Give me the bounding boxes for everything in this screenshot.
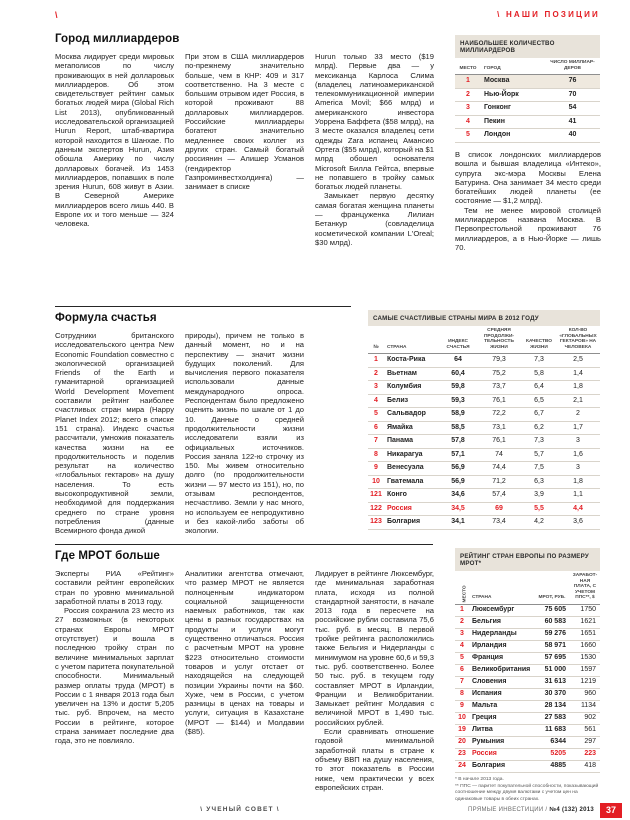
table-minwage <box>455 548 600 804</box>
table-row <box>455 628 600 640</box>
table-cell: 41 <box>545 115 600 129</box>
table-cell: 56,9 <box>440 462 476 476</box>
table-cell: 69 <box>476 502 522 516</box>
article-title-happiness: Формула счастья <box>55 312 157 324</box>
column-header: КАЧЕСТВО ЖИЗНИ <box>522 326 556 354</box>
table-cell: Россия <box>469 748 534 760</box>
table-cell: 28 134 <box>534 700 570 712</box>
minwage-column-2 <box>185 569 304 736</box>
paragraph: Hurun только 33 место ($19 млрд). Первые два — у мексиканца Карлоса Слима (владелец латиноамериканской телекоммуникационной империи America Movil; $66 млрд) и американского инвестора Уоррена Баффета ($58 млрд), на 3 месте оказался владелец сети одежды Zara испанец Амансио Ортега ($55 млрд), который на $1 млрд обошел основателя Microsoft Билла Гейтса, впервые не попавшего в тройку самых богатых людей планеты. <box>315 52 434 192</box>
table-row <box>368 462 600 476</box>
table-cell: 7,3 <box>522 435 556 449</box>
table-row <box>455 736 600 748</box>
table-cell: 57,4 <box>476 489 522 503</box>
table-cell: 7,5 <box>522 462 556 476</box>
table-cell: 59,3 <box>440 394 476 408</box>
table-cell: 6,3 <box>522 475 556 489</box>
paragraph: Замыкает первую десятку самая богатая женщина планеты — француженка Лилиан Бетанкур (совладелица косметической компании L'Oreal; $30 млрд). <box>315 191 434 247</box>
table-cell: 561 <box>570 724 600 736</box>
table-cell: 76,1 <box>476 435 522 449</box>
table-billionaires <box>455 35 600 143</box>
table-cell: 20 <box>455 736 469 748</box>
table-row <box>455 129 600 143</box>
data-table <box>455 58 600 143</box>
table-cell: 71,2 <box>476 475 522 489</box>
table-cell: 40 <box>545 129 600 143</box>
table-cell: Москва <box>481 75 545 89</box>
paragraph: Эксперты РИА «Рейтинг» составили рейтинг европейских стран по уровню минимальной заработной платы в 2013 году. <box>55 569 174 606</box>
data-table <box>368 326 600 530</box>
table-footnotes <box>455 777 600 803</box>
table-row <box>455 700 600 712</box>
table-cell: 76,1 <box>476 394 522 408</box>
table-cell: Россия <box>384 502 440 516</box>
table-cell: 9 <box>368 462 384 476</box>
table-row <box>455 102 600 116</box>
table-cell: 2,5 <box>556 354 600 368</box>
billionaires-column-2 <box>185 52 304 191</box>
table-cell: 27 583 <box>534 712 570 724</box>
table-cell: Белиз <box>384 394 440 408</box>
table-cell: 1,8 <box>556 475 600 489</box>
table-cell: Нью-Йорк <box>481 88 545 102</box>
table-cell: 3 <box>455 628 469 640</box>
table-row <box>368 502 600 516</box>
table-cell: 418 <box>570 760 600 772</box>
data-table <box>455 571 600 773</box>
table-row <box>455 75 600 89</box>
paragraph: При этом в США миллиардеров по-прежнему значительно больше, чем в КНР: 409 и 317 соответственно. На 3 месте с большим отрывом идет Россия, в которой проживают 88 долларовых миллиардеров. Российские миллиардеры богатеют значительно медленнее своих коллег из других стран. Самый богатый россиянин — Алишер Усманов (гендиректор Газпроминвестхолдинга) — занимает в списке <box>185 52 304 192</box>
table-row <box>368 408 600 422</box>
table-cell: Никарагуа <box>384 448 440 462</box>
table-cell: 5205 <box>534 748 570 760</box>
table-cell: Бельгия <box>469 616 534 628</box>
table-row <box>455 616 600 628</box>
table-cell: 4,2 <box>522 516 556 530</box>
corner-slash-mark: \ <box>55 10 58 20</box>
table-cell: 123 <box>368 516 384 530</box>
table-row <box>455 712 600 724</box>
table-header-row <box>455 571 600 604</box>
column-header: КОЛ-ВО «ГЛОБАЛЬНЫХ ГЕКТАРОВ» НА ЧЕЛОВЕКА <box>556 326 600 354</box>
table-cell: 56,9 <box>440 475 476 489</box>
table-happiest-countries <box>368 310 600 530</box>
minwage-column-3 <box>315 569 434 792</box>
table-cell: Ирландия <box>469 640 534 652</box>
table-cell: Франция <box>469 652 534 664</box>
paragraph: В список лондонских миллиардеров вошла и бывшая владелица «Интеко», супруга экс-мэра Москвы Елена Батурина. Она занимает 34 место среди богатейших людей планеты (ее состояние — $1,2 млрд). <box>455 150 601 206</box>
paragraph: ** ППС — паритет покупательной способности, показывающий соотношение между двумя валютами с учетом цен на одинаковые товары в обеих странах. <box>455 784 599 802</box>
table-cell: 5 <box>368 408 384 422</box>
section-divider <box>55 544 433 545</box>
table-row <box>455 640 600 652</box>
table-cell: 59 276 <box>534 628 570 640</box>
table-cell: 3,6 <box>556 516 600 530</box>
table-cell: 297 <box>570 736 600 748</box>
footer-section-label: \ УЧЕНЫЙ СОВЕТ \ <box>200 806 280 813</box>
table-row <box>455 760 600 772</box>
table-cell: 2 <box>556 408 600 422</box>
column-header: МЕСТО <box>455 58 481 75</box>
table-row <box>368 367 600 381</box>
table-row <box>455 664 600 676</box>
table-row <box>455 688 600 700</box>
paragraph: Сотрудники британского исследовательского центра New Economic Foundation совместно с экологической организацией Friends of the Earth и гуманитарной организацией World Development Movement составили рейтинг наиболее счастливых стран мира (Happy Planet Index 2012; всего в списке 151 страна). Индекс счастья рассчитали, умножив показатель качества жизни на ее продолжительность и поделив результат на количество «глобальных гектаров» на душу населения. То есть высокопродуктивной земли, необходимой для поддержания среднего по стране уровня потребления (данные Всемирного фонда дикой <box>55 331 174 536</box>
paragraph: Россия сохранила 23 место из 27 возможных (в некоторых странах Европы МРОТ отсутствует) и вошла в последнюю тройку стран по величине минимальных зарплат с учетом паритета покупательной способности. Минимальный размер оплаты труда (МРОТ) в России с 1 января 2013 года был увеличен на 13% и достиг 5,205 тыс. руб. Впрочем, на место России в рейтинге, которое страна занимает последние два года, это не повлияло. <box>55 606 174 746</box>
table-row <box>455 652 600 664</box>
table-cell: Литва <box>469 724 534 736</box>
table-cell: 1219 <box>570 676 600 688</box>
table-cell: 24 <box>455 760 469 772</box>
table-cell: 6 <box>368 421 384 435</box>
table-cell: 3 <box>368 381 384 395</box>
column-header: ГОРОД <box>481 58 545 75</box>
table-title: НАИБОЛЬШЕЕ КОЛИЧЕСТВО МИЛЛИАРДЕРОВ <box>455 35 600 58</box>
paragraph: природы), причем не только в данный момент, но и на перспективу — значит жизни будущих поколений. Для вычисления первого показателя использовали данные международного опроса. Респондентам было предложено оценить жизнь по шкале от 1 до 10. Данные о средней продолжительности жизни исследователи взяли из официальных источников. Россия заняла 122-ю строчку из 150. Мы живем относительно долго (по продолжительности жизни — 97 место из 151), но, по отзывам респондентов, несчастливо. Земли у нас много, но используем ее непродуктивно и без какой-либо заботы об экологии. <box>185 331 304 536</box>
table-cell: Болгария <box>384 516 440 530</box>
table-cell: 902 <box>570 712 600 724</box>
table-cell: 57 695 <box>534 652 570 664</box>
table-cell: 1,6 <box>556 448 600 462</box>
table-cell: 1 <box>455 75 481 89</box>
column-header: ИНДЕКС СЧАСТЬЯ <box>440 326 476 354</box>
table-cell: 5,8 <box>522 367 556 381</box>
table-cell: 7 <box>368 435 384 449</box>
table-cell: 9 <box>455 700 469 712</box>
table-cell: 6,5 <box>522 394 556 408</box>
paragraph: * В начале 2013 года. <box>455 776 504 782</box>
table-cell: 6,2 <box>522 421 556 435</box>
table-cell: Греция <box>469 712 534 724</box>
table-cell: 34,1 <box>440 516 476 530</box>
table-cell: Пекин <box>481 115 545 129</box>
table-cell: 5 <box>455 129 481 143</box>
table-header-row <box>368 326 600 354</box>
column-header: ЗАРАБОТНАЯ ПЛАТА, С УЧЕТОМ ППС**, $ <box>570 571 600 604</box>
table-cell: 1530 <box>570 652 600 664</box>
article-title-billionaires: Город миллиардеров <box>55 33 180 45</box>
table-cell: 23 <box>455 748 469 760</box>
table-cell: Коста-Рика <box>384 354 440 368</box>
table-cell: 3 <box>556 435 600 449</box>
table-cell: 60,4 <box>440 367 476 381</box>
table-cell: 4 <box>455 640 469 652</box>
table-cell: 4,4 <box>556 502 600 516</box>
table-cell: Панама <box>384 435 440 449</box>
table-cell: Нидерланды <box>469 628 534 640</box>
table-cell: 34,5 <box>440 502 476 516</box>
table-cell: 4885 <box>534 760 570 772</box>
table-cell: 960 <box>570 688 600 700</box>
table-cell: 2,1 <box>556 394 600 408</box>
table-cell: 64 <box>440 354 476 368</box>
table-row <box>368 475 600 489</box>
table-cell: 70 <box>545 88 600 102</box>
table-row <box>455 676 600 688</box>
article-title-minwage: Где МРОТ больше <box>55 550 160 562</box>
table-cell: Лондон <box>481 129 545 143</box>
table-cell: 1,1 <box>556 489 600 503</box>
table-cell: 60 583 <box>534 616 570 628</box>
table-cell: Мальта <box>469 700 534 712</box>
table-cell: 5,7 <box>522 448 556 462</box>
table-cell: 4 <box>455 115 481 129</box>
table-cell: 122 <box>368 502 384 516</box>
table-cell: 10 <box>455 712 469 724</box>
table-cell: 54 <box>545 102 600 116</box>
table-row <box>455 115 600 129</box>
table-cell: 1,4 <box>556 367 600 381</box>
table-cell: 2 <box>455 616 469 628</box>
table-row <box>368 448 600 462</box>
column-header: МЕСТО <box>455 571 469 604</box>
table-cell: 31 613 <box>534 676 570 688</box>
table-cell: 2 <box>455 88 481 102</box>
table-cell: 79,3 <box>476 354 522 368</box>
table-cell: 58 971 <box>534 640 570 652</box>
table-cell: 1,7 <box>556 421 600 435</box>
table-row <box>455 604 600 616</box>
table-cell: Сальвадор <box>384 408 440 422</box>
table-cell: 1660 <box>570 640 600 652</box>
table-cell: 74,4 <box>476 462 522 476</box>
billionaires-sidebar-text <box>455 150 601 252</box>
table-cell: 74 <box>476 448 522 462</box>
table-title: САМЫЕ СЧАСТЛИВЫЕ СТРАНЫ МИРА В 2012 ГОДУ <box>368 310 600 326</box>
table-cell: 30 370 <box>534 688 570 700</box>
paragraph: Если сравнивать отношение годовой минимальной заработной платы в стране к объему ВВП на душу населения, то этот показатель в России ниже, чем практически у всех европейских стран. <box>315 727 434 792</box>
minwage-column-1 <box>55 569 174 746</box>
column-header: СТРАНА <box>469 571 534 604</box>
table-row <box>455 724 600 736</box>
table-cell: Колумбия <box>384 381 440 395</box>
paragraph: Тем не менее мировой столицей миллиардеров названа Москва. В Первопрестольной проживают 76 миллиардеров, а в Нью-Йорке — лишь 70. <box>455 205 601 252</box>
table-cell: 1 <box>455 604 469 616</box>
table-cell: Болгария <box>469 760 534 772</box>
table-cell: 1134 <box>570 700 600 712</box>
table-cell: 3,9 <box>522 489 556 503</box>
table-cell: 6,7 <box>522 408 556 422</box>
table-cell: 2 <box>368 367 384 381</box>
table-cell: Великобритания <box>469 664 534 676</box>
column-header: СРЕДНЯЯ ПРОДОЛЖИТЕЛЬНОСТЬ ЖИЗНИ <box>476 326 522 354</box>
column-header: МРОТ, РУБ. <box>534 571 570 604</box>
table-cell: 58,9 <box>440 408 476 422</box>
table-cell: 73,4 <box>476 516 522 530</box>
table-cell: Испания <box>469 688 534 700</box>
table-cell: 73,7 <box>476 381 522 395</box>
table-cell: 3 <box>455 102 481 116</box>
table-cell: 8 <box>455 688 469 700</box>
table-cell: Словения <box>469 676 534 688</box>
column-header: № <box>368 326 384 354</box>
table-cell: 1621 <box>570 616 600 628</box>
happiness-column-2 <box>185 331 304 536</box>
table-title: РЕЙТИНГ СТРАН ЕВРОПЫ ПО РАЗМЕРУ МРОТ* <box>455 548 600 571</box>
table-cell: 1750 <box>570 604 600 616</box>
table-row <box>368 516 600 530</box>
table-cell: Гонконг <box>481 102 545 116</box>
table-cell: 19 <box>455 724 469 736</box>
table-cell: 8 <box>368 448 384 462</box>
table-cell: 223 <box>570 748 600 760</box>
table-cell: 73,1 <box>476 421 522 435</box>
table-cell: 34,6 <box>440 489 476 503</box>
table-cell: Конго <box>384 489 440 503</box>
table-cell: 76 <box>545 75 600 89</box>
paragraph: Лидирует в рейтинге Люксембург, где минимальная заработная плата, исходя из полной стандартной занятости, в начале 2013 года в пересчете на российские рубли составила 75,6 тыс. руб. в месяц. В первой тройке рейтинга расположились также Бельгия и Нидерланды с минимумом на уровне 60,6 и 59,3 тыс. руб. соответственно. Более 50 тыс. руб. в текущем году составляет МРОТ в Ирландии, Франции и Великобритании. Замыкает рейтинг Молдавия с величиной МРОТ в 1,490 тыс. российских рублей. <box>315 569 434 727</box>
table-cell: 7 <box>455 676 469 688</box>
table-cell: 6344 <box>534 736 570 748</box>
table-cell: 75,2 <box>476 367 522 381</box>
table-cell: 57,1 <box>440 448 476 462</box>
table-cell: 6,4 <box>522 381 556 395</box>
table-row <box>455 88 600 102</box>
table-cell: 5,5 <box>522 502 556 516</box>
table-row <box>368 489 600 503</box>
footer-magazine-name: ПРЯМЫЕ ИНВЕСТИЦИИ / <box>468 807 548 813</box>
table-row <box>368 421 600 435</box>
table-row <box>368 394 600 408</box>
billionaires-column-3 <box>315 52 434 247</box>
footer-issue-number: №4 (132) 2013 <box>549 807 594 813</box>
table-row <box>368 435 600 449</box>
happiness-column-1 <box>55 331 174 536</box>
table-cell: 3 <box>556 462 600 476</box>
table-row <box>368 354 600 368</box>
table-cell: 75 605 <box>534 604 570 616</box>
table-cell: 10 <box>368 475 384 489</box>
page-number-badge: 37 <box>600 803 622 818</box>
table-cell: Венесуэла <box>384 462 440 476</box>
table-cell: 6 <box>455 664 469 676</box>
table-cell: 59,8 <box>440 381 476 395</box>
table-cell: 1651 <box>570 628 600 640</box>
table-cell: 7,3 <box>522 354 556 368</box>
column-header: СТРАНА <box>384 326 440 354</box>
column-header: ЧИСЛО МИЛЛИАРДЕРОВ <box>545 58 600 75</box>
section-divider <box>55 306 351 307</box>
table-cell: 1597 <box>570 664 600 676</box>
table-cell: 58,5 <box>440 421 476 435</box>
table-header-row <box>455 58 600 75</box>
table-cell: 72,2 <box>476 408 522 422</box>
footer-magazine-credit <box>468 807 594 813</box>
table-cell: Румыния <box>469 736 534 748</box>
table-cell: Вьетнам <box>384 367 440 381</box>
table-cell: 57,8 <box>440 435 476 449</box>
table-cell: 4 <box>368 394 384 408</box>
billionaires-column-1 <box>55 52 174 229</box>
table-cell: Гватемала <box>384 475 440 489</box>
section-kicker: \ НАШИ ПОЗИЦИИ <box>497 10 600 19</box>
table-cell: 11 683 <box>534 724 570 736</box>
table-cell: Люксембург <box>469 604 534 616</box>
table-cell: 121 <box>368 489 384 503</box>
table-cell: Ямайка <box>384 421 440 435</box>
table-cell: 1 <box>368 354 384 368</box>
table-row <box>368 381 600 395</box>
table-cell: 1,8 <box>556 381 600 395</box>
paragraph: Аналитики агентства отмечают, что размер МРОТ не является полноценным индикатором социальной защищенности наемных работников, так как цены в разных государствах на продукты и услуги могут существенно отличаться. Россия с расчетным МРОТ на уровне $223 относительно стоимости товаров и услуг отстает от находящейся на следующей позиции Украины почти на $60. Хуже, чем в России, с учетом разницы в ценах на товары и услуги, ситуация в Казахстане (МРОТ — $144) и Молдавии ($85). <box>185 569 304 737</box>
table-cell: 5 <box>455 652 469 664</box>
paragraph: Москва лидирует среди мировых мегаполисов по числу проживающих в ней долларовых миллиардеров. Об этом свидетельствует рейтинг самых богатых людей мира (Global Rich List 2013), опубликованный исследовательской организацией Hurun Report, штаб-квартира которой находится в Шанхае. По данным экспертов Hurun, Азия обошла Америку по числу долларовых богачей. Из 1453 миллиардеров, попавших в поле зрения Hurun, 608 живут в Азии. В Северной Америке миллиардеров всего лишь 440. В Европе их и того меньше — 324 человека. <box>55 52 174 229</box>
table-cell: 51 000 <box>534 664 570 676</box>
table-row <box>455 748 600 760</box>
